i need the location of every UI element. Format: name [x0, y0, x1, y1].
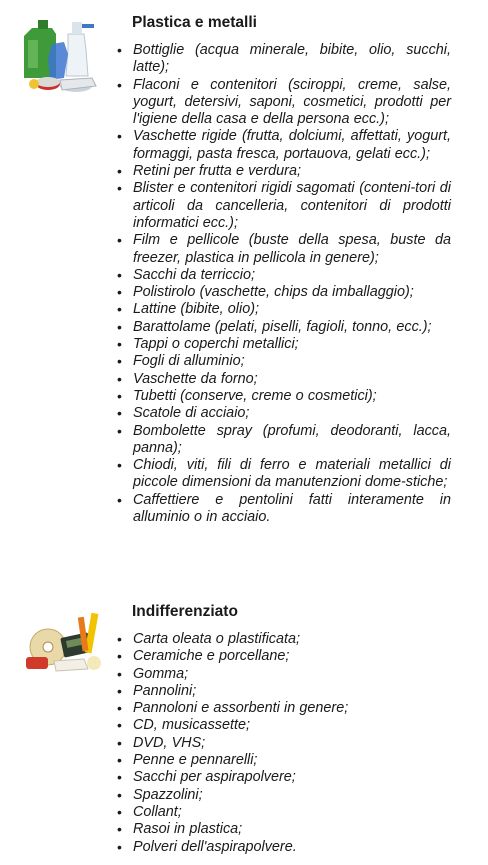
list-item: • Rasoi in plastica;	[117, 821, 451, 838]
list-item: • Tappi o coperchi metallici;	[117, 336, 451, 353]
item-list	[117, 631, 451, 856]
list-item: • Gomma;	[117, 666, 451, 683]
recycling-plastic-metal-icon	[18, 14, 106, 94]
list-item: • Ceramiche e porcellane;	[117, 648, 451, 665]
mixed-waste-icon	[18, 609, 106, 675]
list-item: • Pannolini;	[117, 683, 451, 700]
list-item: • Fogli di alluminio;	[117, 353, 451, 370]
list-item: • Retini per frutta e verdura;	[117, 163, 451, 180]
list-item: • Bottiglie (acqua minerale, bibite, olio, succhi, latte);	[117, 42, 451, 77]
list-item: • Flaconi e contenitori (sciroppi, creme, salse, yogurt, detersivi, saponi, cosmetici, prodotti per l'igiene della casa e della persona ecc.);	[117, 77, 451, 129]
list-item: • Scatole di acciaio;	[117, 405, 451, 422]
list-item: • Chiodi, viti, fili di ferro e materiali metallici di piccole dimensioni da manutenzioni dome-stiche;	[117, 457, 451, 492]
list-item: • Film e pellicole (buste della spesa, buste da freezer, plastica in pellicola in genere);	[117, 232, 451, 267]
list-item: • Spazzolini;	[117, 787, 451, 804]
item-list	[117, 42, 451, 526]
list-item: • Vaschette rigide (frutta, dolciumi, affettati, yogurt, formaggi, pasta fresca, portauova, gelati ecc.);	[117, 128, 451, 163]
section-heading: Plastica e metalli	[132, 14, 257, 31]
list-item: • Penne e pennarelli;	[117, 752, 451, 769]
list-item: • Sacchi per aspirapolvere;	[117, 769, 451, 786]
list-item: • Barattolame (pelati, piselli, fagioli, tonno, ecc.);	[117, 319, 451, 336]
section-heading: Indifferenziato	[132, 603, 238, 620]
list-item: • Lattine (bibite, olio);	[117, 301, 451, 318]
list-item: • Blister e contenitori rigidi sagomati (conteni-tori di articoli da cancelleria, contenitori di prodotti informatici ecc.);	[117, 180, 451, 232]
list-item: • Sacchi da terriccio;	[117, 267, 451, 284]
list-item: • Collant;	[117, 804, 451, 821]
list-item: • Tubetti (conserve, creme o cosmetici);	[117, 388, 451, 405]
list-item: • Caffettiere e pentolini fatti interamente in alluminio o in acciaio.	[117, 492, 451, 527]
list-item: • Polistirolo (vaschette, chips da imballaggio);	[117, 284, 451, 301]
list-item: • Polveri dell'aspirapolvere.	[117, 839, 451, 856]
list-item: • Pannoloni e assorbenti in genere;	[117, 700, 451, 717]
list-item: • Vaschette da forno;	[117, 371, 451, 388]
list-item: • CD, musicassette;	[117, 717, 451, 734]
list-item: • DVD, VHS;	[117, 735, 451, 752]
list-item: • Carta oleata o plastificata;	[117, 631, 451, 648]
list-item: • Bombolette spray (profumi, deodoranti, lacca, panna);	[117, 423, 451, 458]
